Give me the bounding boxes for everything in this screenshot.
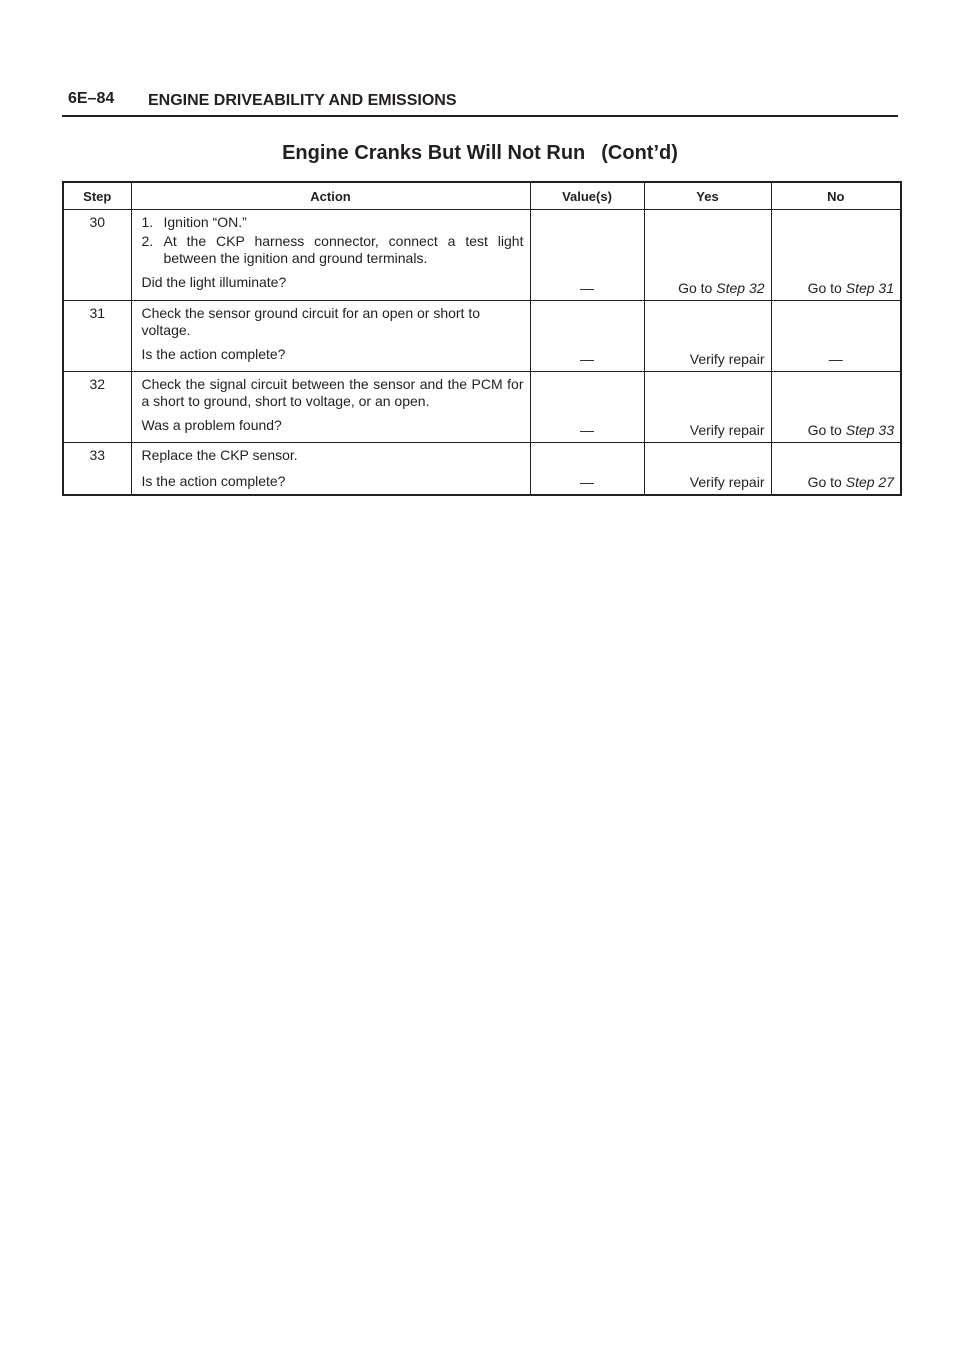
no-step-ref: Step 33 [845,422,894,438]
title-main: Engine Cranks But Will Not Run [282,142,586,164]
item-text: At the CKP harness connector, connect a test light between the ignition and ground terminals. [163,233,524,266]
action-question: Is the action complete? [141,346,286,362]
page-number: 6E–84 [68,90,115,107]
action-text: Check the sensor ground circuit for an open or short to voltage. [141,305,481,338]
no-prefix: Go to [807,473,842,490]
action-question: Is the action complete? [141,473,286,489]
value-cell: — [530,210,644,301]
page-title [0,142,960,165]
no-step-ref: Step 27 [845,473,894,490]
action-item [142,233,524,267]
yes-cell: Verify repair [644,301,771,372]
title-contd: (Cont’d) [601,142,678,164]
yes-cell: Verify repair [644,443,771,495]
value-cell: — [530,443,644,495]
no-cell [771,372,901,443]
diagnostic-table [62,181,902,496]
yes-step-ref: Step 32 [716,280,765,296]
item-number: 1. [141,214,154,230]
action-item [142,214,524,231]
action-text: Replace the CKP sensor. [141,447,298,463]
column-header-values: Value(s) [530,182,644,210]
item-number: 2. [141,233,154,249]
no-prefix: Go to [807,422,842,438]
step-number: 33 [63,443,131,495]
table-row [63,443,901,495]
no-cell [771,210,901,301]
step-number: 31 [63,301,131,372]
action-cell [131,301,530,372]
action-text: Check the signal circuit between the sensor and the PCM for a short to ground, short to voltage, or an open. [141,376,524,409]
value-cell: — [530,301,644,372]
yes-cell [644,210,771,301]
action-question: Did the light illuminate? [141,274,287,290]
action-cell [131,443,530,495]
column-header-yes: Yes [644,182,771,210]
step-number: 32 [63,372,131,443]
action-cell [131,210,530,301]
item-text: Ignition “ON.” [163,214,247,230]
column-header-step: Step [63,182,131,210]
table-row [63,210,901,301]
no-prefix: Go to [807,280,842,296]
action-question: Was a problem found? [141,417,282,433]
step-number: 30 [63,210,131,301]
no-cell [771,443,901,495]
table-row [63,301,901,372]
no-cell: — [771,301,901,372]
header-rule [62,115,898,117]
no-step-ref: Step 31 [845,280,894,296]
table-row [63,372,901,443]
column-header-no: No [771,182,901,210]
action-cell [131,372,530,443]
column-header-action: Action [131,182,530,210]
value-cell: — [530,372,644,443]
yes-prefix: Go to [678,280,713,296]
table-header-row [63,182,901,210]
yes-cell: Verify repair [644,372,771,443]
section-title: ENGINE DRIVEABILITY AND EMISSIONS [148,92,457,109]
